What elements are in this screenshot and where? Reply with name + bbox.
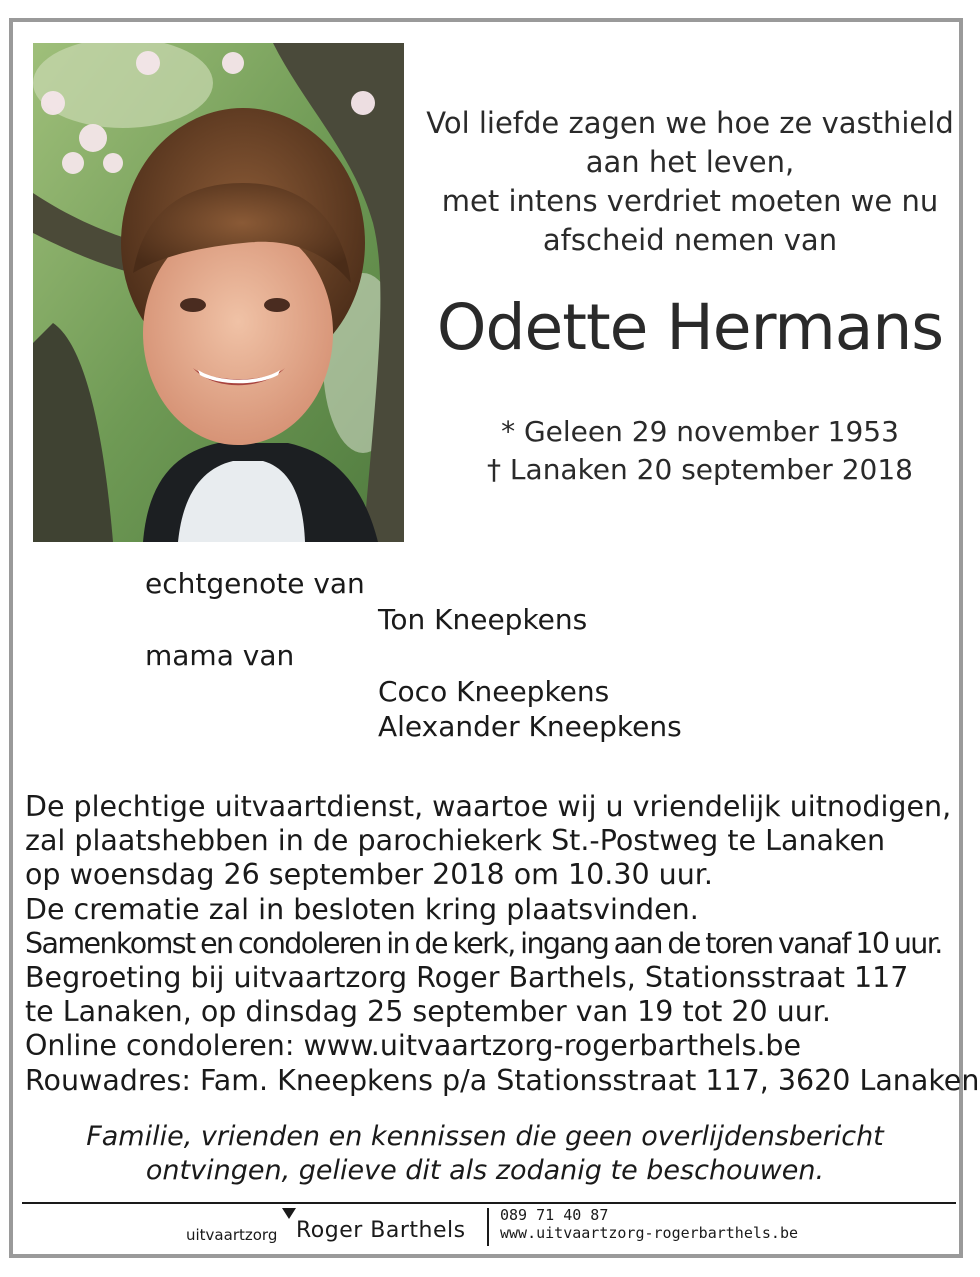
deceased-name: Odette Hermans — [436, 291, 944, 364]
poem-line: aan het leven, — [585, 145, 795, 179]
footer-separator — [487, 1208, 489, 1246]
footer-brand: Roger Barthels — [296, 1218, 466, 1243]
triangle-logo-icon — [282, 1208, 296, 1219]
details-line: Begroeting bij uitvaartzorg Roger Barthels, Stationsstraat 117 — [25, 961, 909, 995]
footer — [0, 1205, 980, 1250]
details-line: te Lanaken, op dinsdag 25 september van 19 tot 20 uur. — [25, 995, 831, 1029]
children-label: mama van — [145, 639, 295, 672]
child-name: Coco Kneepkens — [378, 675, 610, 708]
details-line: op woensdag 26 september 2018 om 10.30 uur. — [25, 858, 713, 892]
child-name: Alexander Kneepkens — [378, 710, 682, 743]
closing-line: Familie, vrienden en kennissen die geen overlijdensbericht — [86, 1121, 884, 1152]
poem — [410, 104, 970, 260]
closing-line: ontvingen, gelieve dit als zodanig te beschouwen. — [145, 1155, 825, 1186]
footer-website: www.uitvaartzorg-rogerbarthels.be — [500, 1224, 799, 1242]
birth-date: * Geleen 29 november 1953 — [501, 415, 899, 448]
poem-line: afscheid nemen van — [542, 223, 838, 257]
details-line: Rouwadres: Fam. Kneepkens p/a Stationsstraat 117, 3620 Lanaken — [25, 1063, 980, 1097]
details-line: Samenkomst en condoleren in de kerk, ingang aan de toren vanaf 10 uur. — [25, 926, 942, 960]
portrait-photo — [33, 43, 404, 542]
details-line: Online condoleren: www.uitvaartzorg-rogerbarthels.be — [25, 1029, 802, 1063]
closing-note — [30, 1120, 940, 1188]
footer-prefix: uitvaartzorg — [186, 1226, 278, 1244]
ceremony-details — [25, 790, 980, 1098]
life-dates — [410, 413, 980, 489]
details-line: zal plaatshebben in de parochiekerk St.-Postweg te Lanaken — [25, 824, 886, 858]
details-line: De crematie zal in besloten kring plaatsvinden. — [25, 892, 699, 926]
spouse-label: echtgenote van — [145, 567, 365, 600]
poem-line: met intens verdriet moeten we nu — [441, 184, 939, 218]
death-date: † Lanaken 20 september 2018 — [487, 453, 913, 486]
footer-divider — [22, 1202, 956, 1204]
poem-line: Vol liefde zagen we hoe ze vasthield — [426, 106, 954, 140]
spouse-name: Ton Kneepkens — [378, 603, 588, 636]
footer-phone: 089 71 40 87 — [500, 1206, 609, 1224]
details-line: De plechtige uitvaartdienst, waartoe wij u vriendelijk uitnodigen, — [25, 790, 952, 823]
